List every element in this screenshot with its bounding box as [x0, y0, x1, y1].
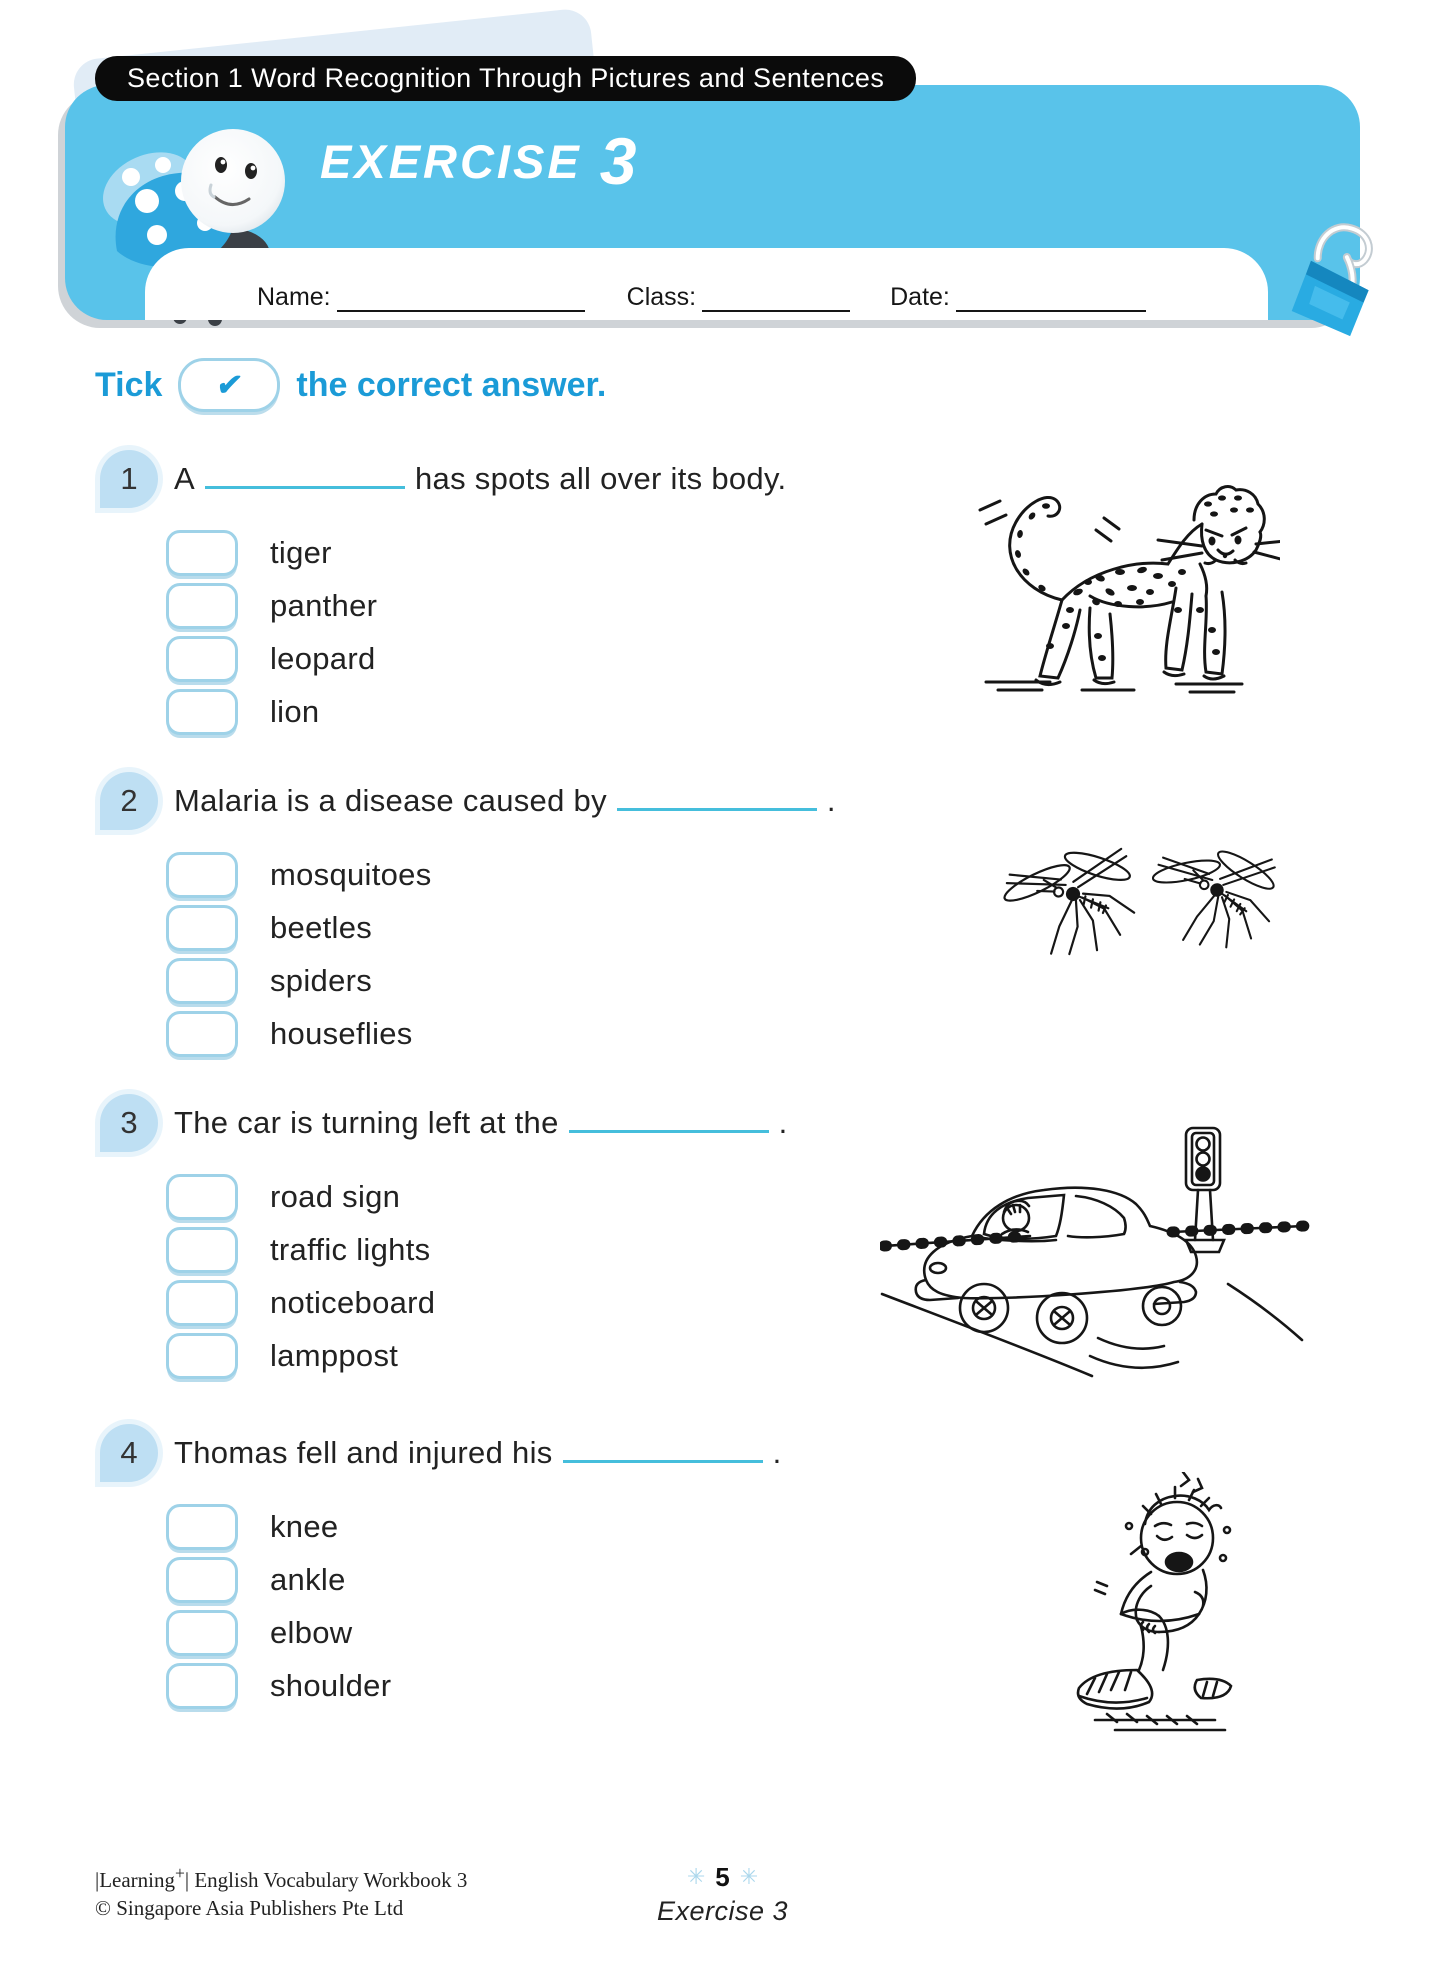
- question-3-text-after: .: [778, 1105, 788, 1140]
- question-2-text-after: .: [826, 783, 836, 818]
- exercise-number: 3: [599, 124, 637, 198]
- question-2-option-1-checkbox[interactable]: [166, 852, 238, 898]
- question-4-text-after: .: [772, 1435, 782, 1470]
- question-2-option-3-checkbox[interactable]: [166, 958, 238, 1004]
- date-input-line[interactable]: [956, 286, 1146, 312]
- question-2-option-2-checkbox[interactable]: [166, 905, 238, 951]
- option-row: [166, 1500, 782, 1553]
- instruction-pre: Tick: [95, 365, 163, 404]
- option-label: traffic lights: [270, 1231, 431, 1267]
- question-1-option-2-checkbox[interactable]: [166, 583, 238, 629]
- question-4: [100, 1424, 782, 1712]
- option-label: elbow: [270, 1614, 353, 1650]
- instruction-line: [95, 358, 606, 412]
- page-number: 5: [715, 1862, 730, 1892]
- question-2-text-before: Malaria is a disease caused by: [174, 783, 607, 818]
- option-row: [166, 1659, 782, 1712]
- name-input-line[interactable]: [337, 286, 585, 312]
- asterisk-icon: ✳: [739, 1864, 759, 1889]
- option-label: mosquitoes: [270, 856, 432, 892]
- mosquitoes-illustration: [985, 828, 1295, 1013]
- option-label: lamppost: [270, 1337, 399, 1373]
- question-2-number: 2: [100, 772, 158, 830]
- question-3-text-before: The car is turning left at the: [174, 1105, 559, 1140]
- question-4-number: 4: [100, 1424, 158, 1482]
- option-label: panther: [270, 587, 378, 623]
- question-4-option-3-checkbox[interactable]: [166, 1610, 238, 1656]
- question-3-option-1-checkbox[interactable]: [166, 1174, 238, 1220]
- question-1-text-before: A: [174, 461, 195, 496]
- question-1-option-4-checkbox[interactable]: [166, 689, 238, 735]
- exercise-word: EXERCISE: [320, 135, 582, 188]
- option-label: leopard: [270, 640, 376, 676]
- question-1: [100, 450, 786, 738]
- instruction-post: the correct answer.: [296, 365, 607, 404]
- question-3-number: 3: [100, 1094, 158, 1152]
- name-strip: [145, 248, 1268, 320]
- name-label: Name:: [257, 283, 331, 311]
- option-row: [166, 526, 786, 579]
- exercise-caption: Exercise 3: [656, 1896, 789, 1926]
- question-3-option-2-checkbox[interactable]: [166, 1227, 238, 1273]
- option-row: [166, 1329, 788, 1382]
- option-label: road sign: [270, 1178, 401, 1214]
- option-row: [166, 579, 786, 632]
- leopard-illustration: [950, 468, 1280, 713]
- option-label: beetles: [270, 909, 373, 945]
- check-icon: ✔: [214, 368, 245, 402]
- car-turning-illustration: [880, 1122, 1310, 1380]
- question-3-option-3-checkbox[interactable]: [166, 1280, 238, 1326]
- option-row: [166, 954, 836, 1007]
- page-footer: [0, 1862, 1445, 1927]
- option-label: spiders: [270, 962, 373, 998]
- question-4-answer-blank[interactable]: [563, 1436, 763, 1463]
- question-4-option-1-checkbox[interactable]: [166, 1504, 238, 1550]
- asterisk-icon: ✳: [686, 1864, 706, 1889]
- exercise-title: [320, 123, 636, 199]
- option-label: ankle: [270, 1561, 346, 1597]
- page-number-row: [0, 1862, 1445, 1893]
- option-row: [166, 1170, 788, 1223]
- question-4-text-before: Thomas fell and injured his: [174, 1435, 553, 1470]
- injured-boy-illustration: [945, 1472, 1305, 1752]
- option-row: [166, 1606, 782, 1659]
- option-label: tiger: [270, 534, 332, 570]
- question-1-answer-blank[interactable]: [205, 462, 405, 489]
- question-1-number: 1: [100, 450, 158, 508]
- date-label: Date:: [890, 283, 950, 311]
- question-1-option-3-checkbox[interactable]: [166, 636, 238, 682]
- question-2-option-4-checkbox[interactable]: [166, 1011, 238, 1057]
- imprint-line-1: |Learning+| English Vocabulary Workbook 3: [95, 1863, 468, 1892]
- question-3-answer-blank[interactable]: [569, 1106, 769, 1133]
- option-label: houseflies: [270, 1015, 413, 1051]
- question-1-option-1-checkbox[interactable]: [166, 530, 238, 576]
- tick-example-box: [178, 358, 280, 412]
- class-input-line[interactable]: [702, 286, 850, 312]
- option-row: [166, 1007, 836, 1060]
- option-row: [166, 1553, 782, 1606]
- class-label: Class:: [626, 283, 697, 311]
- option-label: shoulder: [270, 1667, 392, 1703]
- option-row: [166, 901, 836, 954]
- question-2-answer-blank[interactable]: [617, 784, 817, 811]
- question-4-option-4-checkbox[interactable]: [166, 1663, 238, 1709]
- option-row: [166, 685, 786, 738]
- exercise-header: [65, 85, 1360, 320]
- option-row: [166, 632, 786, 685]
- question-1-text-after: has spots all over its body.: [414, 461, 787, 496]
- section-banner: Section 1 Word Recognition Through Pictures and Sentences: [95, 56, 916, 101]
- option-label: lion: [270, 693, 320, 729]
- question-4-option-2-checkbox[interactable]: [166, 1557, 238, 1603]
- question-3: [100, 1094, 788, 1382]
- binder-clip-icon: [1272, 206, 1402, 351]
- option-row: [166, 848, 836, 901]
- option-label: noticeboard: [270, 1284, 436, 1320]
- question-3-option-4-checkbox[interactable]: [166, 1333, 238, 1379]
- imprint-line-2: © Singapore Asia Publishers Pte Ltd: [95, 1896, 404, 1921]
- option-label: knee: [270, 1508, 339, 1544]
- option-row: [166, 1276, 788, 1329]
- option-row: [166, 1223, 788, 1276]
- question-2: [100, 772, 836, 1060]
